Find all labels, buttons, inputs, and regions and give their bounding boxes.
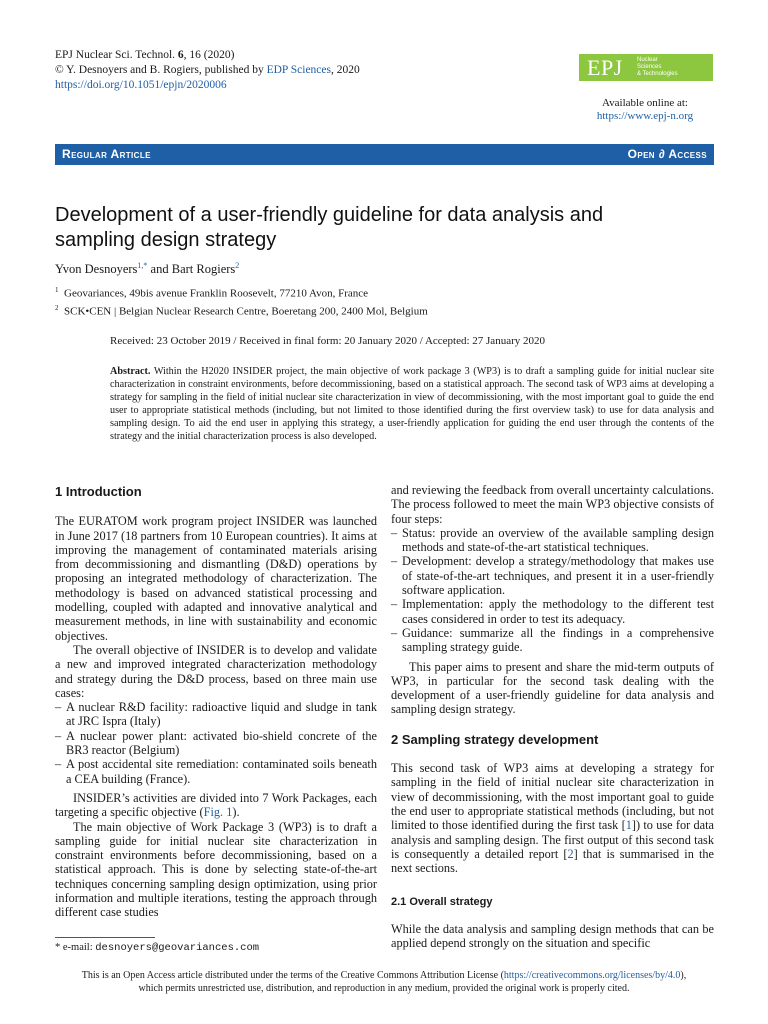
section-2-text-a: This second task of WP3 aims at developing a strategy for sampling in the field of initial nuclear site characterization in view of decommissioning, with the most important goal to guide the end user to appropriate statistical methods (including, but not limited to those identified during the first task [: [391, 761, 714, 833]
intro-paragraph-3: [55, 791, 377, 820]
epj-logo-text: EPJ: [587, 55, 623, 80]
right-column: [391, 483, 714, 950]
abstract: [110, 365, 714, 444]
list-item: – Status: provide an overview of the available sampling design methods and state-of-the-art statistical techniques.: [391, 526, 714, 555]
journal-issue-year: , 16 (2020): [183, 49, 235, 61]
article-type-label: Regular Article: [62, 147, 151, 161]
logo-sub-3: & Technologies: [637, 71, 678, 77]
footnote: [55, 942, 259, 954]
right-paragraph-1: and reviewing the feedback from overall uncertainty calculations. The process followed to meet the main WP3 objective consists of four steps:: [391, 483, 714, 526]
available-label: Available online at:: [602, 97, 688, 109]
list-item: – A nuclear R&D facility: radioactive liquid and sludge in tank at JRC Ispra (Italy): [55, 700, 377, 729]
section-2-text-c: ] that is summarised in the next sections.: [391, 846, 715, 876]
list-item: – Guidance: summarize all the findings in a comprehensive sampling strategy guide.: [391, 626, 714, 655]
section-2-text-b: ]) to use for data analysis and sampling design. The first output of this second task is consequently a detailed report [: [391, 818, 714, 861]
received-dates: Received: 23 October 2019 / Received in final form: 20 January 2020 / Accepted: 27 January 2020: [110, 335, 545, 347]
logo-sub-1: Nuclear: [637, 57, 658, 63]
doi-link[interactable]: https://doi.org/10.1051/epjn/2020006: [55, 79, 227, 91]
affiliation-2: [55, 301, 675, 319]
footnote-rule: [55, 937, 155, 938]
author-2-sup[interactable]: 2: [235, 261, 240, 270]
license-text-a: This is an Open Access article distributed under the terms of the Creative Commons Attribution License (: [81, 970, 504, 981]
section-2-heading: 2 Sampling strategy development: [391, 731, 599, 747]
affiliation-1-text: Geovariances, 49bis avenue Franklin Roosevelt, 77210 Avon, France: [64, 287, 369, 300]
intro-p3-end: ).: [232, 805, 240, 820]
ref-1-link[interactable]: 1: [625, 818, 632, 833]
journal-citation: [55, 48, 475, 63]
intro-paragraph-4: The main objective of Work Package 3 (WP3) is to draft a sampling guide for initial nuclear site characterization in constraint environments before decommissioning, based on a statistical approach. This is done by selecting state-of-the-art techniques concerning sampling design optimization, using prior information and multiple iterations, testing the approach through different case studies: [55, 819, 377, 920]
author-2: Bart Rogiers: [171, 262, 236, 277]
intro-p3-text: INSIDER’s activities are divided into 7 Work Packages, each targeting a specific objective (: [55, 790, 377, 820]
affiliations: [55, 283, 675, 318]
epj-logo-subtitle: [637, 57, 678, 78]
footnote-label: * e-mail:: [55, 942, 93, 953]
intro-paragraph-1: The EURATOM work program project INSIDER was launched in June 2017 (18 partners from 10 European countries). It aims at improving the management of contaminated materials arising from decommissioning and dismantling (D&D) operations by proposing an integrated methodology of characterization. The methodology is based on advanced statistical processing and modelling, coupled with adapted and innovative analytical and measurement methods, in line with sustainability and economic objectives.: [55, 514, 377, 643]
open-access-icon: ∂: [658, 147, 666, 161]
copyright-year: , 2020: [331, 64, 360, 76]
open-access-word1: Open: [627, 147, 655, 161]
left-column: [55, 485, 377, 920]
use-case-list: [55, 700, 377, 786]
epj-logo[interactable]: [579, 54, 713, 81]
license-line-2: which permits unrestricted use, distribution, and reproduction in any medium, provided the original work is properly cited.: [138, 983, 630, 994]
logo-sub-2: Sciences: [637, 64, 662, 70]
journal-name: EPJ Nuclear Sci. Technol.: [55, 49, 176, 61]
affiliation-1-num: 1: [55, 286, 59, 294]
list-item: – Development: develop a strategy/methodology that makes use of state-of-the-art techniques, and present it in a user-friendly software application.: [391, 554, 714, 597]
figure-1-link[interactable]: Fig. 1: [203, 805, 233, 820]
subsection-2-1-heading: 2.1 Overall strategy: [391, 896, 493, 909]
right-paragraph-2: This paper aims to present and share the mid-term outputs of WP3, in particular for the second task dealing with the development of a user-friendly guideline for data analysis and sampling design strategy.: [391, 659, 714, 717]
list-item: – A nuclear power plant: activated bio-shield concrete of the BR3 reactor (Belgium): [55, 729, 377, 758]
section-1-heading: 1 Introduction: [55, 484, 142, 499]
subsection-2-1-paragraph: While the data analysis and sampling design methods that can be applied depend strongly on the situation and specific: [391, 921, 714, 951]
available-online: [560, 97, 730, 123]
open-access-word2: Access: [668, 147, 707, 161]
list-item: – Implementation: apply the methodology to the different test cases considered in order to test its adequacy.: [391, 597, 714, 626]
ref-2-link[interactable]: 2: [567, 846, 574, 861]
affiliation-1: [55, 283, 675, 301]
authors-and: and: [147, 262, 172, 277]
license-text-b: ),: [680, 970, 687, 981]
abstract-label: Abstract.: [110, 366, 151, 377]
journal-volume: 6: [177, 49, 184, 61]
author-1-sup[interactable]: 1,*: [137, 261, 148, 270]
authors: [55, 261, 239, 277]
abstract-text: Within the H2020 INSIDER project, the main objective of work package 3 (WP3) is to draft a sampling guide for initial nuclear site characterization in constraint environments, before decommissioning, based on a statistical approach. The second task of WP3 aims at developing a strategy for sampling in the field of initial nuclear site characterization in view of decommissioning, with the most important goal to guide the end user to appropriate statistical methods (including, but not limited to those identified during the first overview task) to use for data analysis and sampling design. To aid the end user in applying this strategy, a user-friendly application for guiding the end user through the contents of the strategy and the initial characterization process is also developed.: [110, 366, 714, 443]
journal-site-link[interactable]: https://www.epj-n.org: [596, 110, 694, 122]
article-title: Development of a user-friendly guideline for data analysis and sampling design strategy: [55, 204, 604, 251]
copyright-prefix: © Y. Desnoyers and B. Rogiers, published by: [55, 64, 264, 76]
license-link[interactable]: https://creativecommons.org/licenses/by/4.0: [503, 970, 681, 981]
affiliation-2-num: 2: [55, 303, 59, 312]
copyright-line: [55, 63, 475, 78]
journal-header: [55, 48, 475, 93]
list-item: – A post accidental site remediation: contaminated soils beneath a CEA building (France).: [55, 757, 377, 786]
article-type-bar: [55, 144, 714, 165]
wp3-steps-list: [391, 526, 714, 655]
section-2-paragraph: [391, 761, 714, 875]
publisher-link[interactable]: EDP Sciences: [266, 64, 331, 76]
license-line-1: [40, 969, 728, 982]
affiliation-2-text: SCK•CEN | Belgian Nuclear Research Centre, Boeretang 200, 2400 Mol, Belgium: [64, 305, 428, 318]
email-link[interactable]: desnoyers@geovariances.com: [95, 942, 260, 954]
open-access-badge: [628, 147, 707, 161]
author-1: Yvon Desnoyers: [55, 262, 138, 277]
license-notice: [40, 969, 728, 995]
intro-paragraph-2: The overall objective of INSIDER is to develop and validate a new and improved integrated characterization methodology and strategy during the D&D process, based on three main use cases:: [55, 642, 377, 700]
